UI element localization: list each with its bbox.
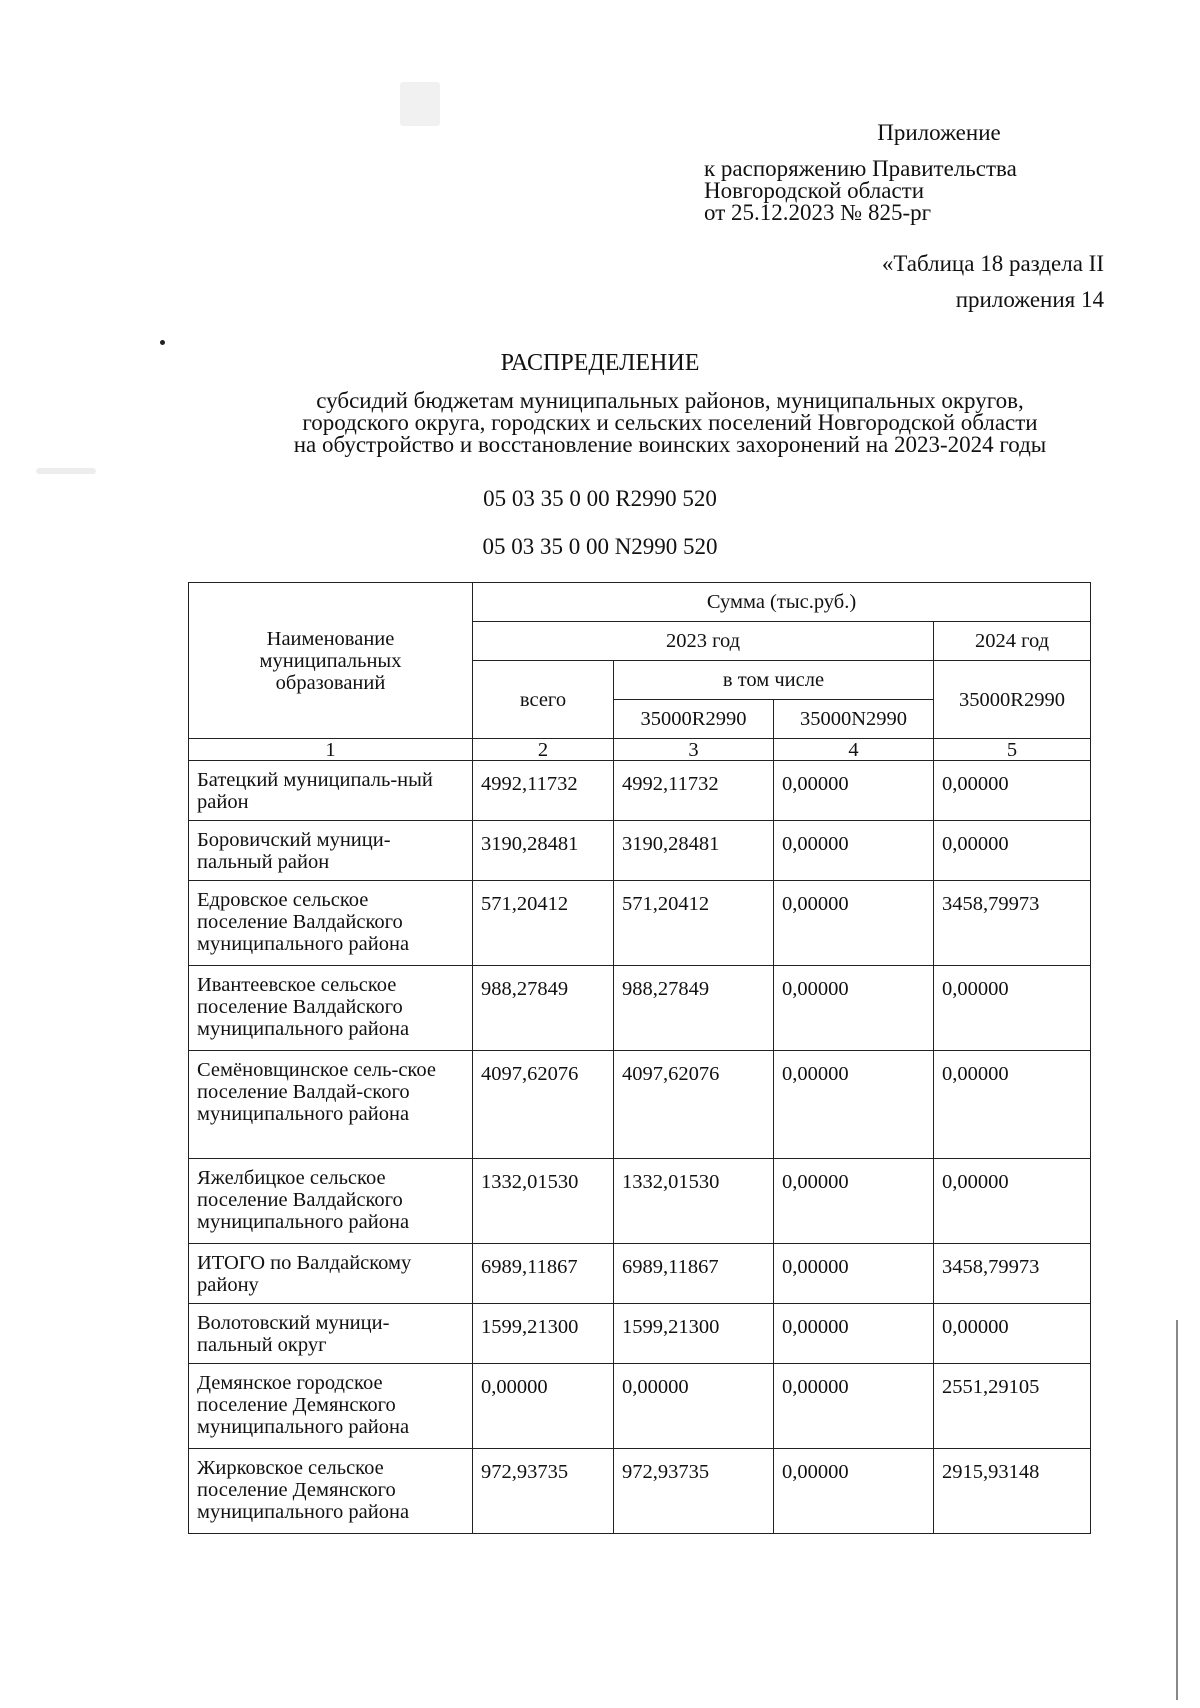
cell-municipality-name: Волотовский муници-пальный округ	[189, 1304, 473, 1364]
cell-municipality-name: Боровичский муници-пальный район	[189, 821, 473, 881]
cell-r2990: 4097,62076	[614, 1051, 774, 1159]
cell-n2990: 0,00000	[774, 1449, 934, 1534]
table-row	[189, 761, 1091, 821]
table-row	[189, 1449, 1091, 1534]
budget-code: 05 03 35 0 00 R2990 520	[483, 486, 717, 511]
cell-total: 6989,11867	[473, 1244, 614, 1304]
header-total: всего	[473, 661, 614, 739]
appendix-header	[704, 122, 1104, 224]
cell-total: 4992,11732	[473, 761, 614, 821]
cell-2024: 2915,93148	[934, 1449, 1091, 1534]
subtitle-line: субсидий бюджетам муниципальных районов, муниципальных округов,	[316, 388, 1024, 413]
cell-n2990: 0,00000	[774, 966, 934, 1051]
table-row	[189, 881, 1091, 966]
cell-2024: 3458,79973	[934, 881, 1091, 966]
header-code-n: 35000N2990	[774, 700, 934, 739]
cell-total: 3190,28481	[473, 821, 614, 881]
header-year-2024: 2024 год	[934, 622, 1091, 661]
cell-r2990: 988,27849	[614, 966, 774, 1051]
cell-2024: 0,00000	[934, 821, 1091, 881]
cell-total: 972,93735	[473, 1449, 614, 1534]
header-name-col: Наименование муниципальных образований	[189, 583, 473, 739]
header-year-2023: 2023 год	[473, 622, 934, 661]
cell-n2990: 0,00000	[774, 1159, 934, 1244]
table-reference-line: приложения 14	[955, 287, 1104, 312]
column-number: 5	[934, 739, 1091, 761]
cell-n2990: 0,00000	[774, 761, 934, 821]
cell-2024: 0,00000	[934, 966, 1091, 1051]
cell-municipality-name: ИТОГО по Валдайскому району	[189, 1244, 473, 1304]
cell-total: 4097,62076	[473, 1051, 614, 1159]
column-number: 2	[473, 739, 614, 761]
scan-dot	[160, 340, 165, 345]
cell-municipality-name: Батецкий муниципаль-ный район	[189, 761, 473, 821]
document-title: РАСПРЕДЕЛЕНИЕ	[500, 350, 700, 376]
header-code-r: 35000R2990	[614, 700, 774, 739]
cell-n2990: 0,00000	[774, 881, 934, 966]
cell-total: 571,20412	[473, 881, 614, 966]
column-number: 3	[614, 739, 774, 761]
table-row	[189, 966, 1091, 1051]
table-reference-line: «Таблица 18 раздела II	[881, 251, 1104, 276]
cell-2024: 0,00000	[934, 761, 1091, 821]
cell-2024: 2551,29105	[934, 1364, 1091, 1449]
document-subtitle	[200, 390, 1140, 456]
cell-municipality-name: Ивантеевское сельское поселение Валдайского муниципального района	[189, 966, 473, 1051]
table-row	[189, 1244, 1091, 1304]
cell-r2990: 1332,01530	[614, 1159, 774, 1244]
appendix-line: Новгородской области	[704, 178, 925, 203]
cell-2024: 3458,79973	[934, 1244, 1091, 1304]
cell-r2990: 1599,21300	[614, 1304, 774, 1364]
appendix-line: от 25.12.2023 № 825-рг	[704, 200, 932, 225]
cell-2024: 0,00000	[934, 1159, 1091, 1244]
column-number: 4	[774, 739, 934, 761]
header-sum: Сумма (тыс.руб.)	[473, 583, 1091, 622]
cell-2024: 0,00000	[934, 1051, 1091, 1159]
cell-r2990: 3190,28481	[614, 821, 774, 881]
column-number: 1	[189, 739, 473, 761]
table-row	[189, 1304, 1091, 1364]
cell-n2990: 0,00000	[774, 1244, 934, 1304]
cell-2024: 0,00000	[934, 1304, 1091, 1364]
cell-total: 1332,01530	[473, 1159, 614, 1244]
table-row	[189, 1364, 1091, 1449]
scan-smudge	[400, 82, 440, 126]
table-reference	[882, 246, 1104, 318]
cell-n2990: 0,00000	[774, 1051, 934, 1159]
cell-total: 1599,21300	[473, 1304, 614, 1364]
scan-smudge	[36, 468, 96, 474]
cell-r2990: 6989,11867	[614, 1244, 774, 1304]
cell-n2990: 0,00000	[774, 821, 934, 881]
table-row	[189, 821, 1091, 881]
cell-municipality-name: Яжелбицкое сельское поселение Валдайского муниципального района	[189, 1159, 473, 1244]
cell-total: 0,00000	[473, 1364, 614, 1449]
cell-r2990: 0,00000	[614, 1364, 774, 1449]
cell-total: 988,27849	[473, 966, 614, 1051]
header-code-2024: 35000R2990	[934, 661, 1091, 739]
table-row	[189, 1159, 1091, 1244]
cell-municipality-name: Семёновщинское сель-ское поселение Валдай-ского муниципального района	[189, 1051, 473, 1159]
cell-r2990: 571,20412	[614, 881, 774, 966]
distribution-table	[188, 582, 1091, 1534]
appendix-title: Приложение	[877, 120, 1001, 145]
cell-r2990: 4992,11732	[614, 761, 774, 821]
header-including: в том числе	[614, 661, 934, 700]
cell-municipality-name: Едровское сельское поселение Валдайского муниципального района	[189, 881, 473, 966]
cell-n2990: 0,00000	[774, 1304, 934, 1364]
subtitle-line: городского округа, городских и сельских поселений Новгородской области	[302, 410, 1038, 435]
cell-r2990: 972,93735	[614, 1449, 774, 1534]
cell-n2990: 0,00000	[774, 1364, 934, 1449]
table-row	[189, 1051, 1091, 1159]
subtitle-line: на обустройство и восстановление воинских захоронений на 2023-2024 годы	[293, 432, 1047, 457]
cell-municipality-name: Демянское городское поселение Демянского муниципального района	[189, 1364, 473, 1449]
appendix-line: к распоряжению Правительства	[704, 156, 1017, 181]
budget-code: 05 03 35 0 00 N2990 520	[482, 534, 718, 559]
cell-municipality-name: Жирковское сельское поселение Демянского муниципального района	[189, 1449, 473, 1534]
scan-edge-line	[1176, 1320, 1178, 1700]
